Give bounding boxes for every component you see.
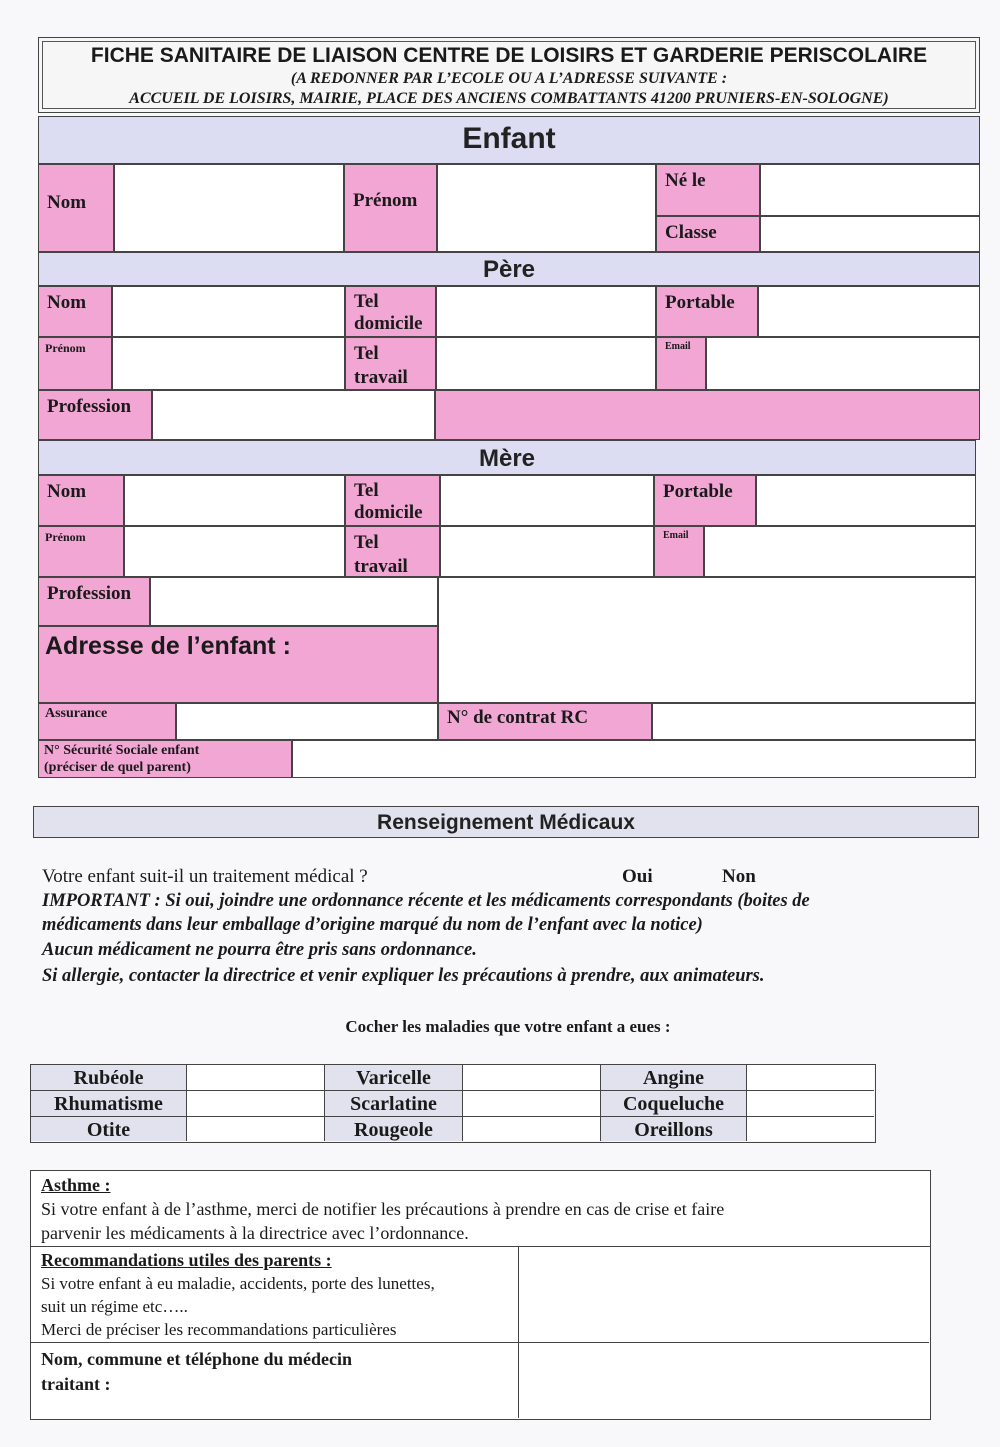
traitement-question: Votre enfant suit-il un traitement médical ?: [42, 866, 368, 887]
medecin-field[interactable]: [519, 1343, 929, 1418]
maladie-rhumatisme-checkbox[interactable]: [187, 1091, 325, 1117]
recommandations-text-2: suit un régime etc…..: [41, 1297, 188, 1316]
pere-extra-block: [435, 390, 980, 440]
assurance-label: Assurance: [38, 703, 176, 740]
pere-tel-domicile-field[interactable]: [436, 286, 656, 337]
asthme-title: Asthme :: [41, 1175, 111, 1195]
mere-nom-label: Nom: [38, 475, 124, 526]
recommandations-label: [31, 1247, 519, 1343]
enfant-prenom-label: Prénom: [344, 164, 437, 252]
contrat-rc-field[interactable]: [652, 703, 976, 740]
pere-prenom-field[interactable]: [112, 337, 345, 390]
medecin-line-2: traitant :: [41, 1374, 111, 1394]
recommandations-text-1: Si votre enfant à eu maladie, accidents, porte des lunettes,: [41, 1274, 435, 1293]
maladie-coqueluche: Coqueluche: [601, 1091, 747, 1117]
recommandations-field[interactable]: [519, 1247, 929, 1343]
pere-tel-travail-field[interactable]: [436, 337, 656, 390]
header-box: [38, 37, 980, 113]
form-subtitle-line-1: (A REDONNER PAR L’ECOLE OU A L’ADRESSE SUIVANTE :: [290, 70, 728, 87]
maladie-otite: Otite: [31, 1117, 187, 1141]
asthme-text-2: parvenir les médicaments à la directrice avec l’ordonnance.: [41, 1223, 469, 1243]
maladie-rougeole-checkbox[interactable]: [463, 1117, 601, 1141]
pere-nom-field[interactable]: [112, 286, 345, 337]
assurance-field[interactable]: [176, 703, 438, 740]
section-enfant: Enfant: [38, 116, 980, 164]
mere-prenom-field[interactable]: [124, 526, 345, 577]
enfant-prenom-field[interactable]: [437, 164, 656, 252]
maladie-angine: Angine: [601, 1065, 747, 1091]
section-mere: Mère: [38, 440, 976, 475]
important-line-2: médicaments dans leur emballage d’origine marqué du nom de l’enfant avec la notice): [42, 915, 703, 935]
enfant-classe-field[interactable]: [760, 216, 980, 252]
section-medical: Renseignement Médicaux: [33, 806, 979, 838]
traitement-non-option[interactable]: Non: [722, 866, 756, 887]
bottom-table: [30, 1170, 931, 1420]
maladie-scarlatine: Scarlatine: [325, 1091, 463, 1117]
recommandations-title: Recommandations utiles des parents :: [41, 1250, 332, 1270]
pere-tel-travail-label: Tel travail: [345, 337, 436, 390]
enfant-nom-field[interactable]: [114, 164, 344, 252]
pere-portable-label: Portable: [656, 286, 758, 337]
pere-profession-field[interactable]: [152, 390, 435, 440]
mere-email-label: Email: [654, 526, 704, 577]
pere-portable-field[interactable]: [758, 286, 980, 337]
traitement-oui-option[interactable]: Oui: [622, 866, 653, 887]
medecin-line-1: Nom, commune et téléphone du médecin: [41, 1349, 352, 1369]
enfant-ne-le-label: Né le: [656, 164, 760, 216]
maladie-angine-checkbox[interactable]: [747, 1065, 874, 1091]
mere-portable-field[interactable]: [756, 475, 976, 526]
maladie-rougeole: Rougeole: [325, 1117, 463, 1141]
pere-email-field[interactable]: [706, 337, 980, 390]
pere-tel-domicile-label: Tel domicile: [345, 286, 436, 337]
important-line-4: Si allergie, contacter la directrice et venir expliquer les précautions à prendre, aux animateurs.: [42, 966, 765, 986]
maladie-otite-checkbox[interactable]: [187, 1117, 325, 1141]
maladie-rubeole-checkbox[interactable]: [187, 1065, 325, 1091]
pere-nom-label: Nom: [38, 286, 112, 337]
mere-profession-field[interactable]: [150, 577, 438, 626]
maladie-rhumatisme: Rhumatisme: [31, 1091, 187, 1117]
cocher-maladies-label: Cocher les maladies que votre enfant a eues :: [345, 1017, 671, 1036]
mere-portable-label: Portable: [654, 475, 756, 526]
form-title: FICHE SANITAIRE DE LIAISON CENTRE DE LOISIRS ET GARDERIE PERISCOLAIRE: [90, 44, 928, 67]
mere-tel-domicile-field[interactable]: [440, 475, 654, 526]
recommandations-text-3: Merci de préciser les recommandations particulières: [41, 1320, 397, 1339]
maladies-table: [30, 1064, 876, 1143]
form-subtitle-line-2: ACCUEIL DE LOISIRS, MAIRIE, PLACE DES ANCIENS COMBATTANTS 41200 PRUNIERS-EN-SOLOGNE): [129, 90, 889, 107]
asthme-text-1: Si votre enfant à de l’asthme, merci de notifier les précautions à prendre en cas de crise et faire: [41, 1199, 725, 1219]
mere-tel-travail-label: Tel travail: [345, 526, 440, 577]
mere-email-field[interactable]: [704, 526, 976, 577]
maladie-coqueluche-checkbox[interactable]: [747, 1091, 874, 1117]
medecin-label: [31, 1343, 519, 1418]
important-line-1: IMPORTANT : Si oui, joindre une ordonnance récente et les médicaments correspondants (boites de: [42, 891, 810, 911]
mere-tel-domicile-label: Tel domicile: [345, 475, 440, 526]
maladie-varicelle-checkbox[interactable]: [463, 1065, 601, 1091]
mere-prenom-label: Prénom: [38, 526, 124, 577]
contrat-rc-label: N° de contrat RC: [438, 703, 652, 740]
adresse-label: Adresse de l’enfant :: [38, 626, 438, 703]
maladie-varicelle: Varicelle: [325, 1065, 463, 1091]
mere-tel-travail-field[interactable]: [440, 526, 654, 577]
maladie-oreillons: Oreillons: [601, 1117, 747, 1141]
pere-email-label: Email: [656, 337, 706, 390]
asthme-block: [31, 1171, 930, 1247]
enfant-ne-le-field[interactable]: [760, 164, 980, 216]
maladie-rubeole: Rubéole: [31, 1065, 187, 1091]
mere-profession-label: Profession: [38, 577, 150, 626]
enfant-classe-label: Classe: [656, 216, 760, 252]
enfant-nom-label: Nom: [38, 164, 114, 252]
maladie-oreillons-checkbox[interactable]: [747, 1117, 874, 1141]
maladie-scarlatine-checkbox[interactable]: [463, 1091, 601, 1117]
mere-nom-field[interactable]: [124, 475, 345, 526]
secu-label: N° Sécurité Sociale enfant (préciser de quel parent): [38, 740, 292, 778]
pere-prenom-label: Prénom: [38, 337, 112, 390]
section-pere: Père: [38, 252, 980, 286]
important-line-3: Aucun médicament ne pourra être pris sans ordonnance.: [42, 940, 477, 960]
secu-field[interactable]: [292, 740, 976, 778]
adresse-field[interactable]: [438, 577, 976, 703]
pere-profession-label: Profession: [38, 390, 152, 440]
